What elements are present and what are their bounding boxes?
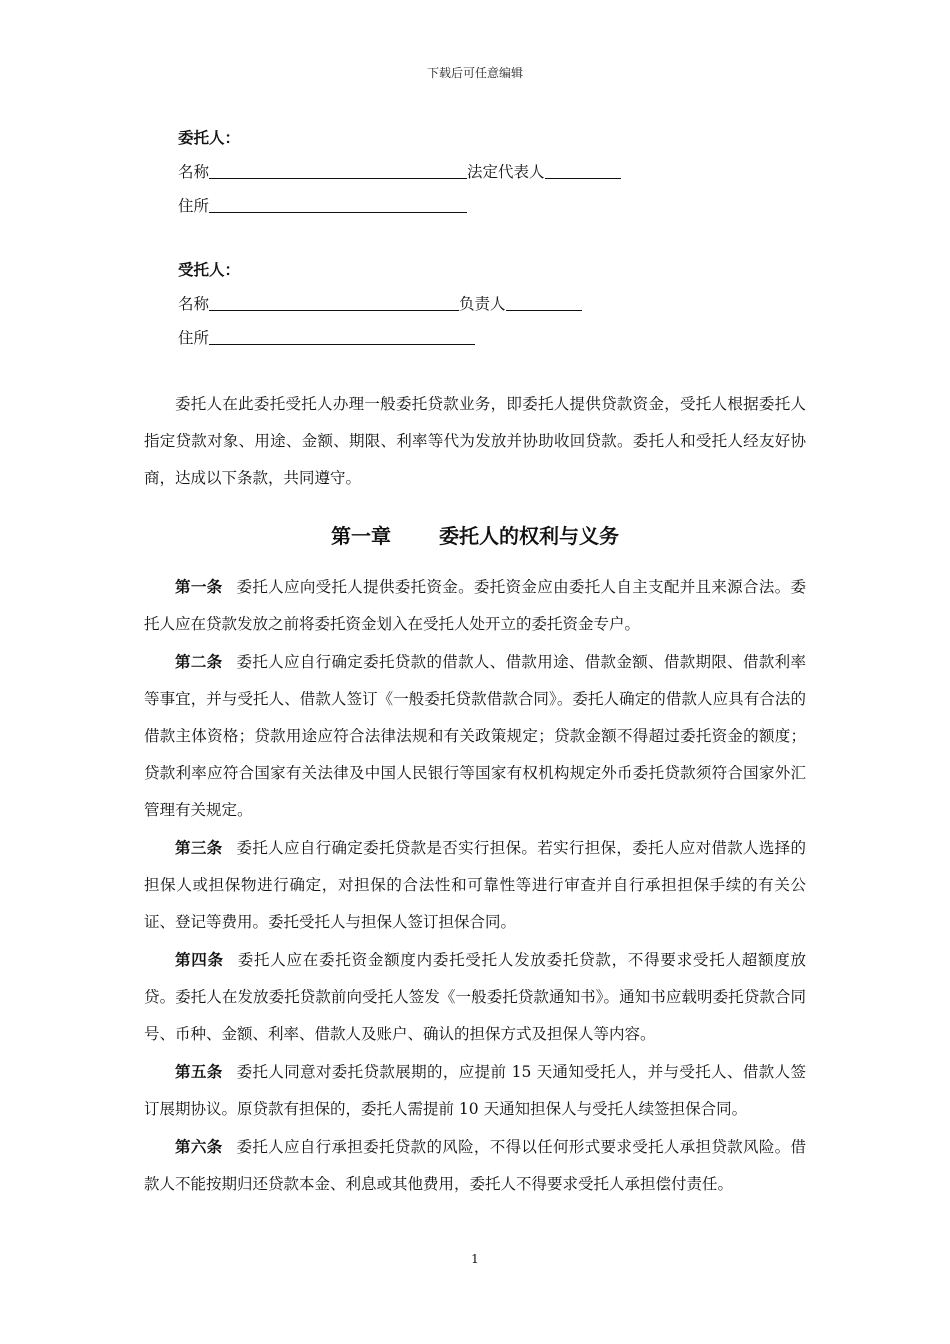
chapter-title: 委托人的权利与义务 [439,524,619,548]
article-5-label: 第五条 [175,1062,223,1081]
trustee-title: 受托人： [178,260,241,279]
article-6-label: 第六条 [175,1137,223,1156]
trustee-block [178,253,582,355]
article-3 [144,829,806,941]
trustee-rep-label: 负责人 [459,295,506,313]
article-4 [144,941,806,1053]
article-5 [144,1053,806,1128]
trustee-name-blank[interactable] [209,290,459,311]
trustee-name-line [178,287,582,321]
trustee-name-label: 名称 [178,295,210,313]
trustee-address-line [178,321,582,355]
article-2 [144,643,806,829]
article-1-text: 委托人应向受托人提供委托资金。委托资金应由委托人自主支配并且来源合法。委托人应在贷款发放之前将委托资金划入在受托人处开立的委托资金专户。 [144,578,806,633]
page-number: 1 [471,1252,479,1266]
chapter-heading [0,518,950,554]
principal-address-line [178,189,621,223]
article-4-text: 委托人应在委托资金额度内委托受托人发放委托贷款，不得要求受托人超额度放贷。委托人在发放委托贷款前向受托人签发《一般委托贷款通知书》。通知书应载明委托贷款合同号、币种、金额、利率、借款人及账户、确认的担保方式及担保人等内容。 [144,951,806,1043]
principal-rep-blank[interactable] [545,158,621,179]
article-1 [144,568,806,643]
trustee-address-label: 住所 [178,329,210,347]
page-header: 下载后可任意编辑 [426,66,523,80]
article-3-text: 委托人应自行确定委托贷款是否实行担保。若实行担保，委托人应对借款人选择的担保人或担保物进行确定，对担保的合法性和可靠性等进行审查并自行承担担保手续的有关公证、登记等费用。委托受托人与担保人签订担保合同。 [144,839,806,931]
trustee-rep-blank[interactable] [506,290,582,311]
article-6 [144,1128,806,1203]
principal-block [178,121,621,223]
principal-name-line [178,155,621,189]
principal-title: 委托人： [178,128,241,147]
principal-rep-label: 法定代表人 [467,163,545,181]
articles-section [144,568,806,1203]
article-3-label: 第三条 [175,838,223,857]
chapter-number: 第一章 [331,524,391,548]
intro-paragraph: 委托人在此委托受托人办理一般委托贷款业务，即委托人提供贷款资金，受托人根据委托人指定贷款对象、用途、金额、期限、利率等代为发放并协助收回贷款。委托人和受托人经友好协商，达成以下条款，共同遵守。 [144,395,806,487]
article-4-label: 第四条 [175,950,224,969]
intro-section [144,386,806,497]
article-2-label: 第二条 [175,652,223,671]
article-5-text: 委托人同意对委托贷款展期的，应提前 15 天通知受托人，并与受托人、借款人签订展期协议。原贷款有担保的，委托人需提前 10 天通知担保人与受托人续签担保合同。 [144,1063,806,1118]
trustee-address-blank[interactable] [209,324,475,345]
principal-name-label: 名称 [178,163,210,181]
article-1-label: 第一条 [175,577,223,596]
principal-address-blank[interactable] [209,192,467,213]
principal-name-blank[interactable] [209,158,467,179]
article-6-text: 委托人应自行承担委托贷款的风险，不得以任何形式要求受托人承担贷款风险。借款人不能按期归还贷款本金、利息或其他费用，委托人不得要求受托人承担偿付责任。 [144,1138,806,1193]
article-2-text: 委托人应自行确定委托贷款的借款人、借款用途、借款金额、借款期限、借款利率等事宜，并与受托人、借款人签订《一般委托贷款借款合同》。委托人确定的借款人应具有合法的借款主体资格；贷款用途应符合法律法规和有关政策规定；贷款金额不得超过委托资金的额度；贷款利率应符合国家有关法律及中国人民银行等国家有权机构规定外币委托贷款须符合国家外汇管理有关规定。 [144,653,806,819]
principal-address-label: 住所 [178,197,210,215]
